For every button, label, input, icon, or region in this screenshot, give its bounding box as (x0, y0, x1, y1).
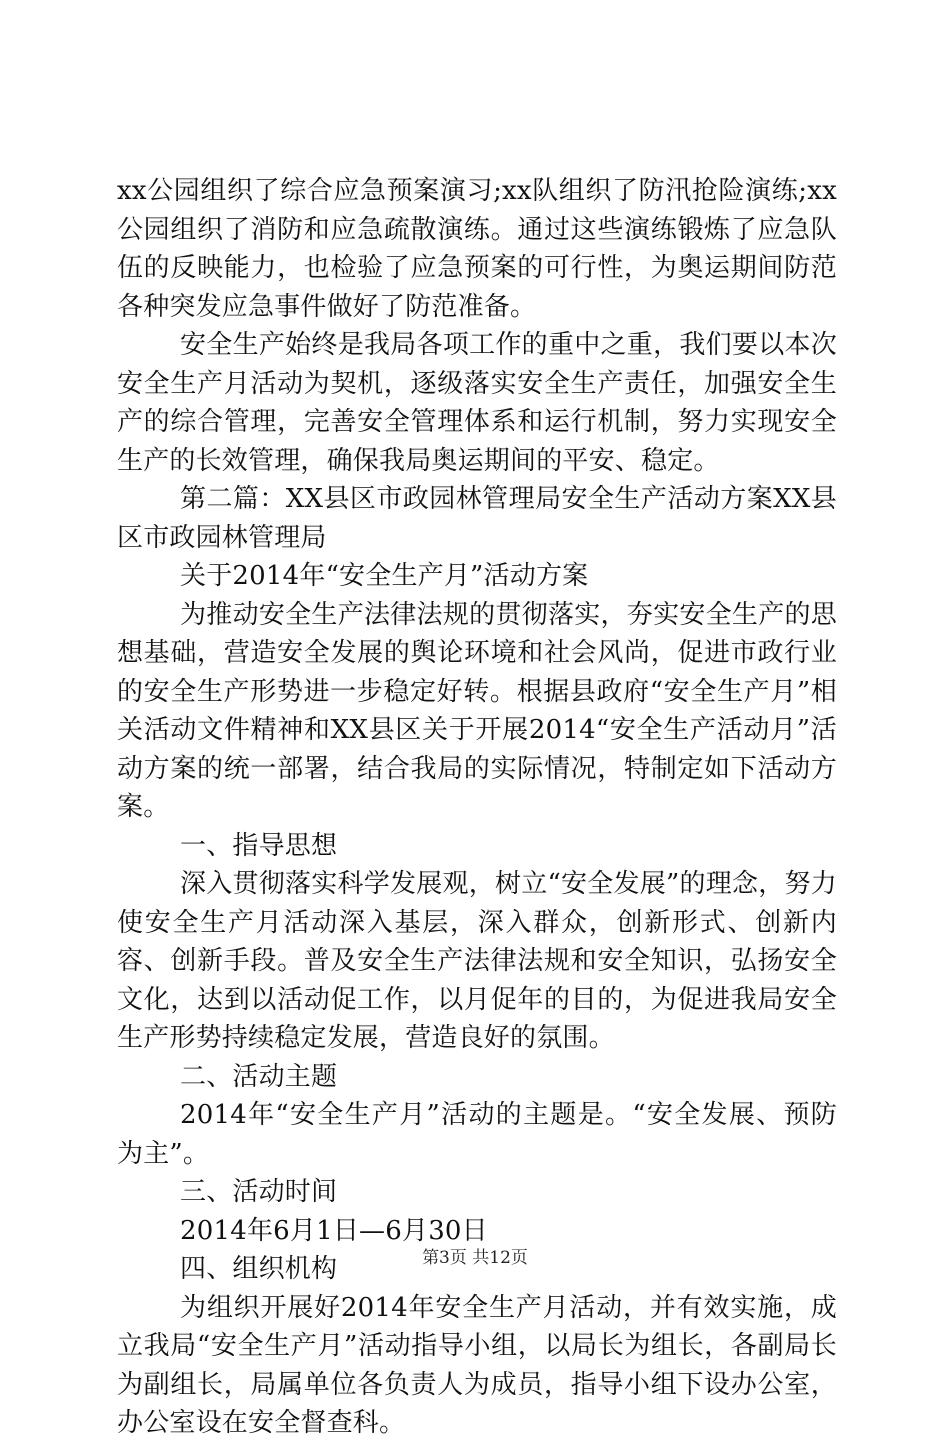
page-number-footer: 第3页 共12页 (422, 1248, 528, 1268)
paragraph-safety-priority: 安全生产始终是我局各项工作的重中之重，我们要以本次安全生产月活动为契机，逐级落实安全生产责任，加强安全生产的综合管理，完善安全管理体系和运行机制，努力实现安全生产的长效管理，确保我局奥运期间的平安、稳定。 (117, 330, 837, 476)
paragraph-activity-theme: 2014年“安全生产月”活动的主题是。“安全发展、预防为主”。 (117, 1100, 837, 1169)
plan-title: 关于2014年“安全生产月”活动方案 (180, 561, 589, 591)
heading-guiding-thought: 一、指导思想 (180, 830, 338, 861)
heading-activity-time: 三、活动时间 (180, 1177, 338, 1207)
heading-activity-theme: 二、活动主题 (180, 1061, 338, 1092)
heading-organization: 四、组织机构 (180, 1254, 338, 1284)
paragraph-organization: 为组织开展好2014年安全生产月活动，并有效实施，成立我局“安全生产月”活动指导小组，以局长为组长，各副局长为副组长，局属单位各负责人为成员，指导小组下设办公室，办公室设在安全督查科。 (117, 1292, 837, 1438)
section-heading-part-two: 第二篇：XX县区市政园林管理局安全生产活动方案XX县区市政园林管理局 (117, 484, 837, 553)
paragraph-guiding-thought: 深入贯彻落实科学发展观，树立“安全发展”的理念，努力使安全生产月活动深入基层，深入群众，创新形式、创新内容、创新手段。普及安全生产法律法规和安全知识，弘扬安全文化，达到以活动促工作，以月促年的目的，为促进我局安全生产形势持续稳定发展，营造良好的氛围。 (117, 869, 837, 1053)
paragraph-activity-time: 2014年6月1日—6月30日 (180, 1215, 488, 1246)
paragraph-drill-summary: xx公园组织了综合应急预案演习;xx队组织了防汛抢险演练;xx公园组织了消防和应急疏散演练。通过这些演练锻炼了应急队伍的反映能力，也检验了应急预案的可行性，为奥运期间防范各种突发应急事件做好了防范准备。 (117, 176, 837, 322)
paragraph-plan-purpose: 为推动安全生产法律法规的贯彻落实，夯实安全生产的思想基础，营造安全发展的舆论环境和社会风尚，促进市政行业的安全生产形势进一步稳定好转。根据县政府“安全生产月”相关活动文件精神和XX县区关于开展2014“安全生产活动月”活动方案的统一部署，结合我局的实际情况，特制定如下活动方案。 (117, 599, 837, 822)
